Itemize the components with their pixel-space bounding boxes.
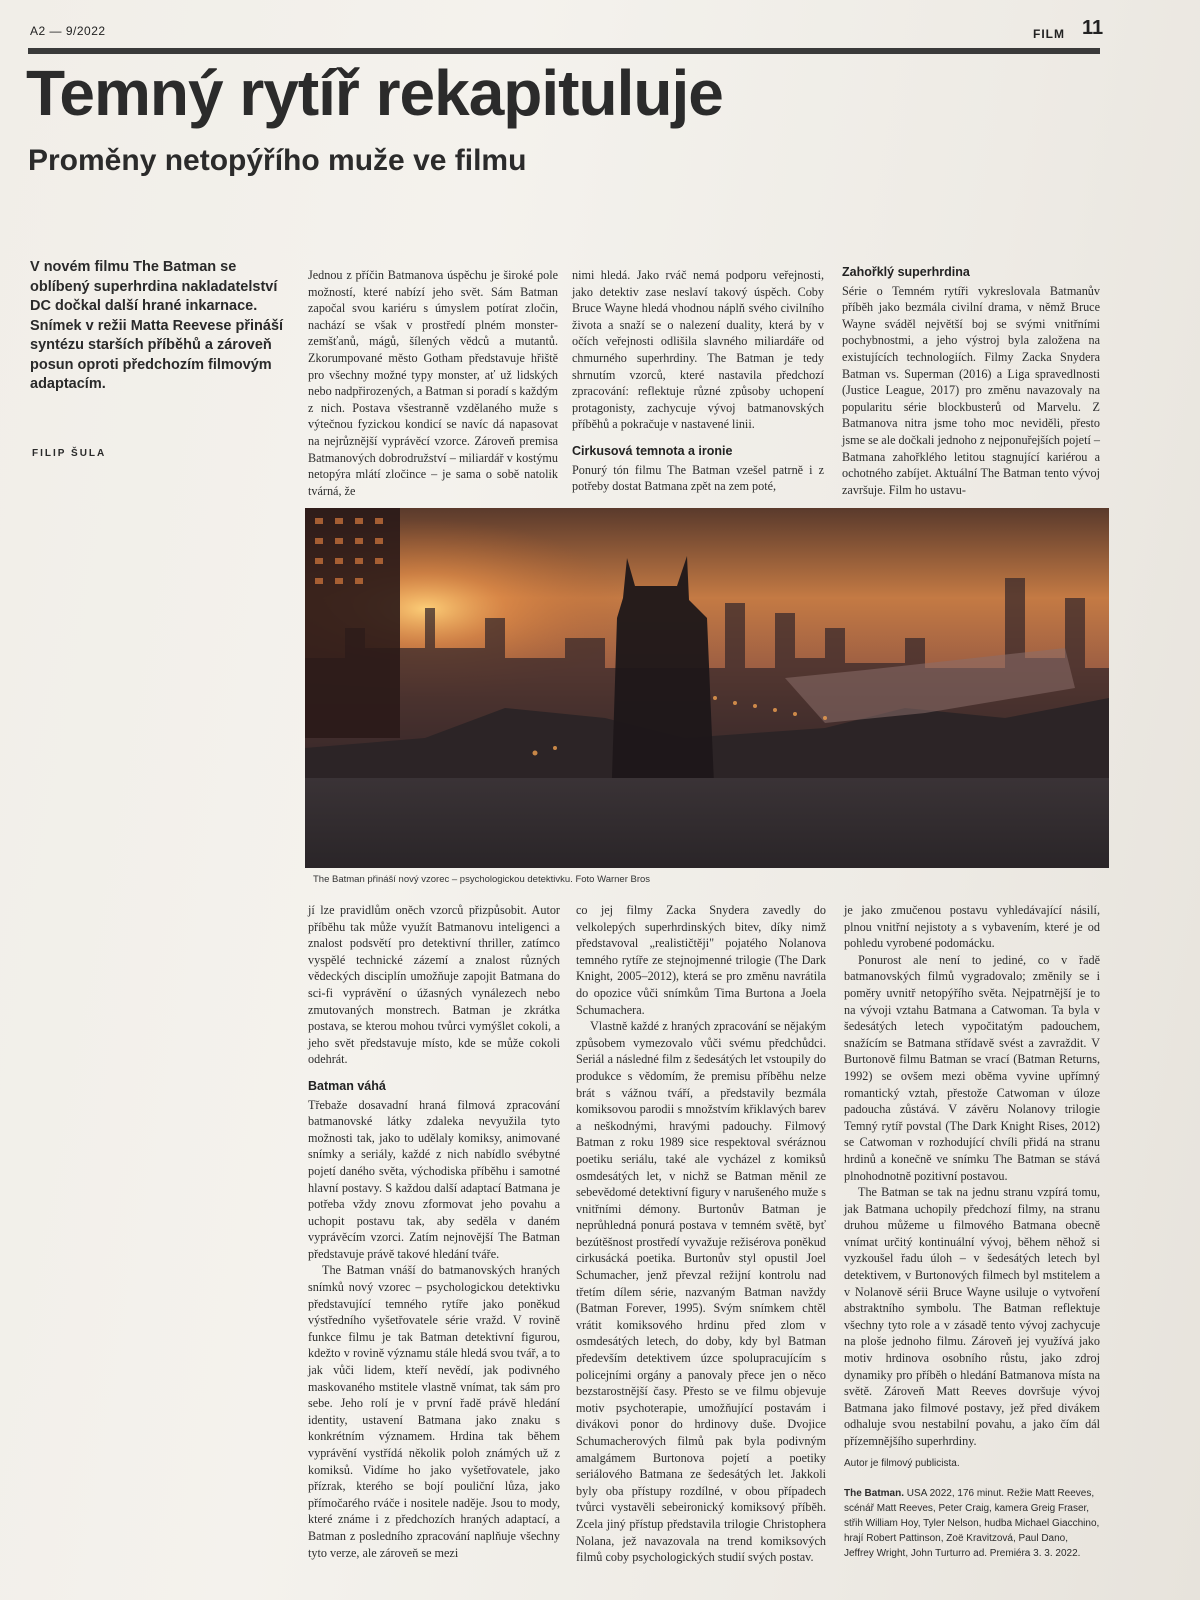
paragraph: Jednou z příčin Batmanova úspěchu je široké pole možností, které nabízí jeho svět. Sám Batman započal svou kariéru s úmyslem potírat zločin, nachází se však v prostředí plném monster-zemšťanů, mágů, šílených vědců a mutantů. Zkorumpované město Gotham představuje hřiště pro všechny možné typy monster, ať už lidských nebo nadpřirozených, a Batman si poradí s každým z nich. Postava všestranně vzdělaného muže s výtečnou fyzickou kondicí se navíc dá napasovat na nejrůznější vyprávěcí vzorce. Zároveň premisa Batmanových dobrodružství – miliardář v kostýmu netopýra mlátí zločince – je sama o sobě natolik tvárná, že: [308, 268, 558, 498]
article-lead: V novém filmu The Batman se oblíbený superhrdina nakladatelství DC dočkal další hrané inkarnace. Snímek v režii Matta Reevese přináší syntézu starších příběhů a zároveň posun oproti předchozím filmovým adaptacím.: [30, 259, 284, 392]
photo-caption: The Batman přináší nový vzorec – psychologickou detektivku. Foto Warner Bros: [313, 874, 651, 885]
paragraph: Série o Temném rytíři vykreslovala Batmanův příběh jako bezmála civilní drama, v němž Bruce Wayne sváděl největší boj se svými vnitřními pochybnostmi, a jeho výstroj byla založena na existujících technologiích. Filmy Zacka Snydera Batman vs. Superman (2016) a Liga spravedlnosti (Justice League, 2017) pro změnu navazovaly na popularitu série blockbusterů od Marvelu. Z Batmanova nitra jsme toho moc neviděli, přesto jsme se ale dočkali jednoho z nejponuřejších pojetí – Batmana zahořklého letitou stagnující kariérou a ochotného zabíjet. Aktuální The Batman tento vývoj završuje. Film ho ustavu-: [842, 283, 1100, 497]
batman-silhouette-photo: [305, 508, 1109, 868]
film-credits: [844, 1486, 1100, 1561]
credits-title: The Batman.: [844, 1488, 905, 1500]
column-3-bottom: [844, 902, 1100, 1561]
paragraph: nimi hledá. Jako rváč nemá podporu veřejnosti, jako detektiv zase neslaví takový úspěch. Coby Bruce Wayne hledá vhodnou náplň svého civilního života a snaží se o nalezení duality, která by v očích veřejnosti odlišila slavného miliardáře od chmurného superhrdiny. The Batman je tedy shrnutím vzorců, které nastavila předchozí zpracování: reflektuje různé způsoby uchopení protagonisty, zachycuje vývoj batmanovských příběhů a pokračuje v nastavené linii.: [572, 268, 824, 432]
batman-photo: [305, 508, 1109, 868]
paragraph: je jako zmučenou postavu vyhledávající násilí, plnou vnitřní nejistoty a s vybavením, které je od pohledu vyrobené podomácku.: [844, 903, 1100, 951]
paragraph: jí lze pravidlům oněch vzorců přizpůsobit. Autor příběhu tak může využít Batmanovu inteligenci a znalost podsvětí pro detektivní thriller, zatímco vyspělé technické zázemí a znalost různých vědeckých disciplín umožňuje zapojit Batmana do sci-fi vyprávění o úžasných vynálezech nebo zmutovaných monstrech. Batman je zkrátka postava, se kterou mohou tvůrci vymýšlet cokoli, a jeho svět představuje místo, kde se může cokoli odehrát.: [308, 903, 560, 1067]
page-number: 11: [1082, 17, 1104, 39]
column-2-bottom: [576, 902, 826, 1566]
subheading-circus: Cirkusová temnota a ironie: [572, 443, 733, 458]
author-note: Autor je filmový publicista.: [844, 1457, 960, 1469]
article-title: Temný rytíř rekapituluje: [26, 57, 723, 129]
column-1-top: [308, 267, 558, 499]
section-label: FILM: [1033, 27, 1065, 41]
issue-label: A2 — 9/2022: [30, 24, 106, 38]
paragraph: Vlastně každé z hraných zpracování se nějakým způsobem vymezovalo vůči svému předchůdci. Seriál a následné film z šedesátých let vstoupily do produkce s vědomím, že premisu příběhu nelze brát s vážnou tváří, a představily bezmála komiksovou parodii s množstvím křiklavých barev a neškodnými, hravými padouchy. Filmový Batman z roku 1989 sice respektoval svéráznou poetiku seriálu, také ale vycházel z komiksů osmdesátých let, v nichž se Batman měnil ze sebevědomé detektivní figury v narušeného muže s vnitřními démony. Burtonův Batman je neprůhledná ponurá postava v temném světě, byť bezútěšnost prostředí vyvažuje režisérova poněkud cirkusácká poetika. Burtonův styl opustil Joel Schumacher, jenž převzal režijní kontrolu nad třetím dílem série, nazvaným Batman navždy (Batman Forever, 1995). Svým snímkem chtěl vrátit komiksového hrdinu před zlom v osmdesátých letech, do doby, kdy byl Batman především detektivem úzce spolupracujícím s policejními orgány a panovaly přece jen o něco bezstarostnější časy. Přesto se ve filmu objevuje motiv psychoterapie, umožňující postavám i divákovi ponor do hrdinovy duše. Dvojice Schumacherových filmů pak byla podivným amalgámem Burtonova pojetí a poetiky seriálového Batmana ze šedesátých let. Jakkoli byly oba přístupy rozdílné, v obou případech tvůrci vystavěli sebeironický komiksový příběh. Zcela jiný přístup představila trilogie Christophera Nolana, jež navazovala na trend komiksových filmů coby psychologických studií svých postav.: [576, 1019, 826, 1565]
header-rule: [28, 48, 1100, 54]
paragraph: Třebaže dosavadní hraná filmová zpracování batmanovské látky zdaleka nevyužila tyto možnosti tak, jako to udělaly komiksy, animované snímky a seriály, každé z nich nabídlo svébytné pojetí daného světa, východiska příběhu i samotné hlavní postavy. S každou další adaptací Batmana je potřeba vždy znovu zformovat jeho povahu a uchopit postavu tak, aby seděla v daném vyprávěcím vzorci. Zatím nejnovější The Batman představuje právě takové hledání tváře.: [308, 1097, 560, 1261]
subheading-hesitates: Batman váhá: [308, 1078, 386, 1093]
credits-text: USA 2022, 176 minut. Režie Matt Reeves, scénář Matt Reeves, Peter Craig, kamera Greig Fraser, střih William Hoy, Tyler Nelson, hudba Michael Giacchino, hrají Robert Pattinson, Zoë Kravitzová, Paul Dano, Jeffrey Wright, John Turturro ad. Premiéra 3. 3. 2022.: [844, 1488, 1100, 1560]
column-3-top: [842, 264, 1100, 498]
column-2-top: [572, 267, 824, 495]
paragraph: co jej filmy Zacka Snydera zavedly do velkolepých superhrdinských bitev, díky nimž představoval „realističtěji" pojatého Nolanova temného rytíře ze stejnojmenné trilogie (The Dark Knight, 2005–2012), která se pro změnu navrátila do opozice vůči snímkům Tima Burtona a Joela Schumachera.: [576, 903, 826, 1017]
author-byline: FILIP ŠULA: [32, 448, 107, 459]
paragraph: Ponurost ale není to jediné, co v řadě batmanovských filmů vygradovalo; změnily se i poměry uvnitř netopýřího světa. Nejpatrnější je to na vývoji vztahu Batmana a Catwoman. Ta byla v šedesátých letech vypočitatým padouchem, snažícím se Batmana střídavě svést a zavraždit. V Burtonově filmu Batman se vrací (Batman Returns, 1992) se ovšem mezi oběma vyvine upřímný romantický vztah, přestože Catwoman v úloze padoucha zůstává. V závěru Nolanovy trilogie Temný rytíř povstal (The Dark Knight Rises, 2012) se Catwoman v rozhodující chvíli přidá na stranu hrdinů a konečně ve snímku The Batman se stává plnohodnotně pozitivní postavou.: [844, 952, 1100, 1183]
subheading-gloomy: Zahořklý superhrdina: [842, 265, 970, 279]
paragraph: Ponurý tón filmu The Batman vzešel patrně i z potřeby dostat Batmana zpět na zem poté,: [572, 462, 824, 494]
article-subtitle: Proměny netopýřího muže ve filmu: [28, 144, 527, 177]
paragraph: The Batman se tak na jednu stranu vzpírá tomu, jak Batmana uchopily předchozí filmy, na stranu druhou můžeme u filmového Batmana obecně vnímat určitý kontinuální vývoj, během něhož si vyzkoušel řadu úloh – v šedesátých letech byl detektivem, v Burtonových filmech byl mstitelem a v Nolanově sérii Bruce Wayne usiluje o vytvoření abstraktního symbolu. The Batman reflektuje všechny tyto role a v zásadě tento vývoj zachycuje na ploše jednoho filmu. Zároveň jej využívá jako motiv hrdinova osobního růstu, jako zdroj dynamiky pro příběh o hledání Batmanova místa na světě. Zároveň Matt Reeves dovršuje vývoj Batmana jako filmové postavy, jež před divákem odhaluje svou nestabilní povahu, a jako čím dál přízemnějšího superhrdiny.: [844, 1185, 1100, 1448]
paragraph: The Batman vnáší do batmanovských hraných snímků nový vzorec – psychologickou detektivku představující temného rytíře jako poněkud výstředního vyšetřovatele série vražd. V rovině funkce filmu je tak Batman detektivní figurou, kdežto v rovině významu stále hledá svou tvář, a to jak vůči lidem, kteří nevědí, jak podivného maskovaného mstitele vlastně vnímat, tak sám pro sebe. Jeho rolí je v první řadě právě hledání identity, ustavení Batmana jako znaku s konkrétním významem. Hrdina tak během vyprávění vystřídá několik poloh známých už z komiksů. Vidíme ho jako vyšetřovatele, jako přízrak, kterého se bojí pouliční lůza, jako přímočarého rváče i nositele naděje. Jsou to mody, které známe i z předchozích hraných adaptací, a Batman z posledního zpracování naplňuje všechny tyto verze, ale zároveň se mezi: [308, 1263, 560, 1560]
column-1-bottom: [308, 902, 560, 1561]
